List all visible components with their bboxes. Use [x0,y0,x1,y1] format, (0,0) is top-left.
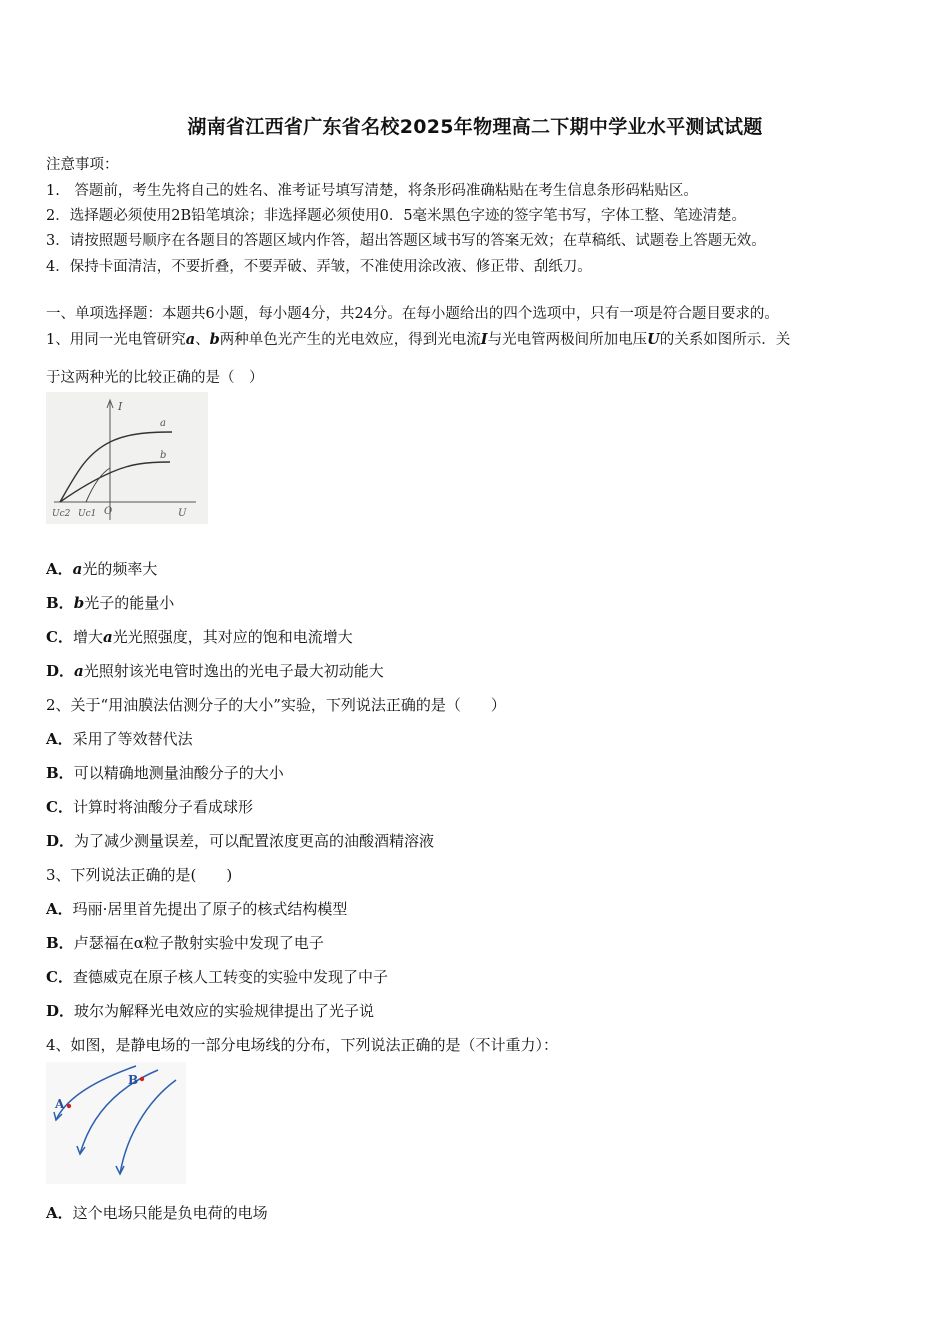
q2-option-d: D．为了减少测量误差，可以配置浓度更高的油酸酒精溶液 [46,832,435,850]
q1-stem-line2: 于这两种光的比较正确的是（ ） [46,370,264,386]
q1-option-c: C．增大a光光照强度，其对应的饱和电流增大 [46,628,353,646]
page-title: 湖南省江西省广东省名校2025年物理高二下期中学业水平测试试题 [187,116,763,138]
notice-item-1: 1. 答题前，考生先将自己的姓名、准考证号填写清楚，将条形码准确粘贴在考生信息条形码粘贴区。 [46,183,698,199]
graph-label-b: b [160,450,167,461]
figure-background [46,1062,186,1184]
point-b-dot [140,1077,144,1081]
q3-option-d: D．玻尔为解释光电效应的实验规律提出了光子说 [46,1002,375,1020]
notice-item-2: 2．选择题必须使用2B铅笔填涂；非选择题必须使用0．5毫米黑色字迹的签字笔书写，字体工整、笔迹清楚。 [46,208,747,224]
q4-stem: 4、如图，是静电场的一部分电场线的分布，下列说法正确的是（不计重力）： [46,1036,559,1054]
q2-option-c: C．计算时将油酸分子看成球形 [46,798,253,816]
graph-label-origin: O [104,506,113,517]
notice-item-4: 4．保持卡面清洁，不要折叠，不要弄破、弄皱，不准使用涂改液、修正带、刮纸刀。 [46,259,592,275]
q3-option-c: C．查德威克在原子核人工转变的实验中发现了中子 [46,968,388,986]
q3-stem: 3、下列说法正确的是( ) [46,866,233,884]
q3-option-b: B．卢瑟福在α粒子散射实验中发现了电子 [46,934,324,952]
point-a-label: A [55,1097,65,1111]
graph-label-uc1: Uc1 [78,509,97,519]
notice-heading: 注意事项： [46,157,119,173]
q2-stem: 2、关于“用油膜法估测分子的大小”实验，下列说法正确的是（ ） [46,696,506,714]
graph-background [46,392,208,524]
q1-stem-line1: 1、用同一光电管研究a、b两种单色光产生的光电效应，得到光电流I与光电管两极间所加电压U的关系如图所示．关 [46,331,791,348]
graph-label-i: I [118,400,123,413]
q1-option-a: A．a光的频率大 [46,560,158,578]
graph-label-a: a [160,418,166,429]
point-b-label: B [128,1073,139,1087]
q2-option-a: A．采用了等效替代法 [46,730,193,748]
graph-label-u: U [178,508,187,519]
electric-field-figure [46,1062,186,1184]
section-heading: 一、单项选择题：本题共6小题，每小题4分，共24分。在每小题给出的四个选项中，只有一项是符合题目要求的。 [46,306,779,322]
q3-option-a: A．玛丽·居里首先提出了原子的核式结构模型 [46,900,348,918]
graph-label-uc2: Uc2 [52,509,71,519]
photoelectric-graph [46,392,208,524]
q4-option-a: A．这个电场只能是负电荷的电场 [46,1204,268,1222]
notice-item-3: 3．请按照题号顺序在各题目的答题区域内作答，超出答题区域书写的答案无效；在草稿纸、试题卷上答题无效。 [46,233,766,249]
point-a-dot [67,1104,71,1108]
q1-option-b: B．b光子的能量小 [46,594,175,612]
q2-option-b: B．可以精确地测量油酸分子的大小 [46,764,284,782]
q1-option-d: D．a光照射该光电管时逸出的光电子最大初动能大 [46,662,384,680]
